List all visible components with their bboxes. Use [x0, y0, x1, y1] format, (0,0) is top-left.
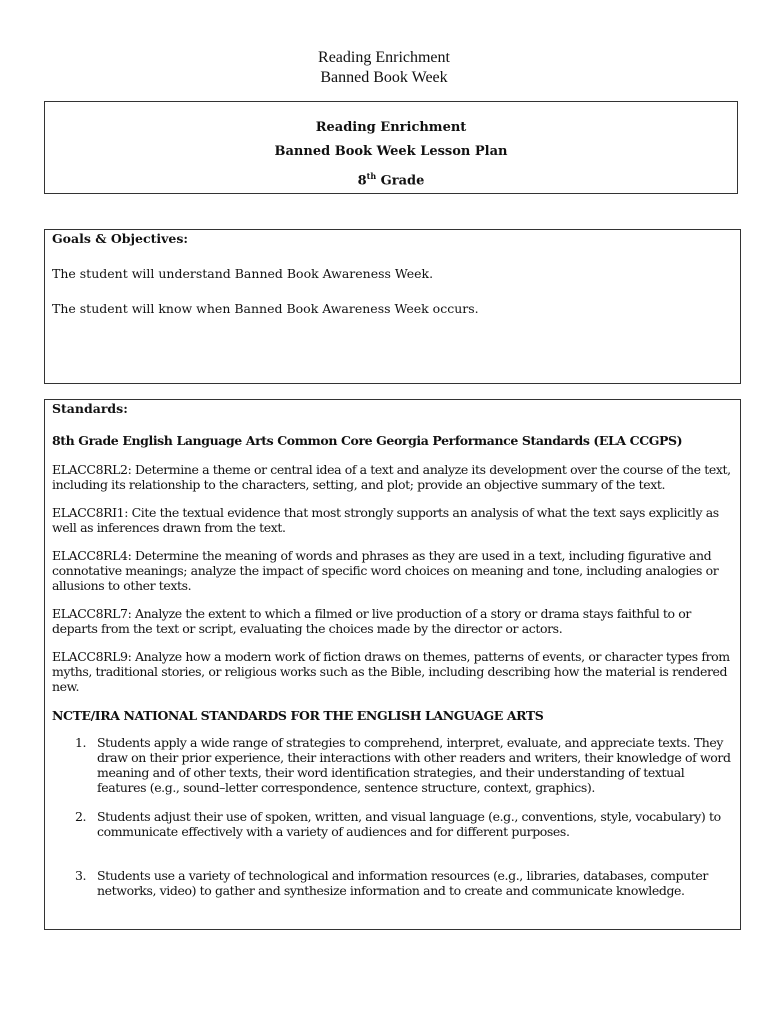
list-number: 3.	[75, 868, 87, 883]
standards-box	[44, 399, 741, 930]
list-item	[52, 868, 733, 898]
ela-ccgps-subheading: 8th Grade English Language Arts Common Core Georgia Performance Standards (ELA CCGPS)	[52, 433, 683, 448]
list-number: 1.	[75, 735, 87, 750]
grade-line	[45, 164, 737, 193]
goal-item: The student will understand Banned Book Awareness Week.	[52, 266, 434, 281]
grade-ordinal: th	[366, 171, 377, 181]
ela-standard: ELACC8RL9: Analyze how a modern work of fiction draws on themes, patterns of events, or character types from myths, traditional stories, or religious works such as the Bible, including describing how the material is rendered new.	[52, 649, 730, 694]
lesson-title-box	[44, 101, 738, 194]
list-item	[52, 735, 733, 795]
ela-standard: ELACC8RL2: Determine a theme or central idea of a text and analyze its development over the course of the text, including its relationship to the characters, setting, and plot; provide an objective summary of the text.	[52, 462, 731, 492]
page-title-line2: Banned Book Week	[320, 69, 448, 86]
ncte-heading: NCTE/IRA NATIONAL STANDARDS FOR THE ENGLISH LANGUAGE ARTS	[52, 708, 544, 723]
list-item	[52, 809, 733, 839]
goals-objectives-box	[44, 229, 741, 384]
ela-standard: ELACC8RL7: Analyze the extent to which a filmed or live production of a story or drama stays faithful to or departs from the text or script, evaluating the choices made by the director or actors.	[52, 606, 691, 636]
page-title	[0, 48, 768, 88]
ela-standard: ELACC8RL4: Determine the meaning of words and phrases as they are used in a text, including figurative and connotative meanings; analyze the impact of specific word choices on meaning and tone, including analogies or allusions to other texts.	[52, 548, 719, 593]
grade-number: 8	[357, 173, 367, 189]
list-text: Students use a variety of technological and information resources (e.g., libraries, databases, computer networks, video) to gather and synthesize information and to create and communicate knowledge.	[97, 868, 708, 898]
list-text: Students adjust their use of spoken, written, and visual language (e.g., conventions, style, vocabulary) to communicate effectively with a variety of audiences and for different purposes.	[97, 809, 721, 839]
ela-standard: ELACC8RI1: Cite the textual evidence that most strongly supports an analysis of what the text says explicitly as well as inferences drawn from the text.	[52, 505, 719, 535]
list-text: Students apply a wide range of strategies to comprehend, interpret, evaluate, and appreciate texts. They draw on their prior experience, their interactions with other readers and writers, their knowledge of word meaning and of other texts, their word identification strategies, and their understanding of textual features (e.g., sound–letter correspondence, sentence structure, context, graphics).	[97, 735, 731, 795]
grade-word: Grade	[380, 173, 425, 189]
lesson-title-line1: Reading Enrichment	[315, 120, 467, 135]
list-number: 2.	[75, 809, 87, 824]
ncte-list	[52, 735, 733, 898]
goals-heading: Goals & Objectives:	[52, 231, 188, 246]
page-title-line1: Reading Enrichment	[318, 49, 450, 66]
lesson-title-line2: Banned Book Week Lesson Plan	[274, 144, 508, 159]
goal-item: The student will know when Banned Book Awareness Week occurs.	[52, 301, 479, 316]
standards-heading: Standards:	[52, 401, 128, 416]
